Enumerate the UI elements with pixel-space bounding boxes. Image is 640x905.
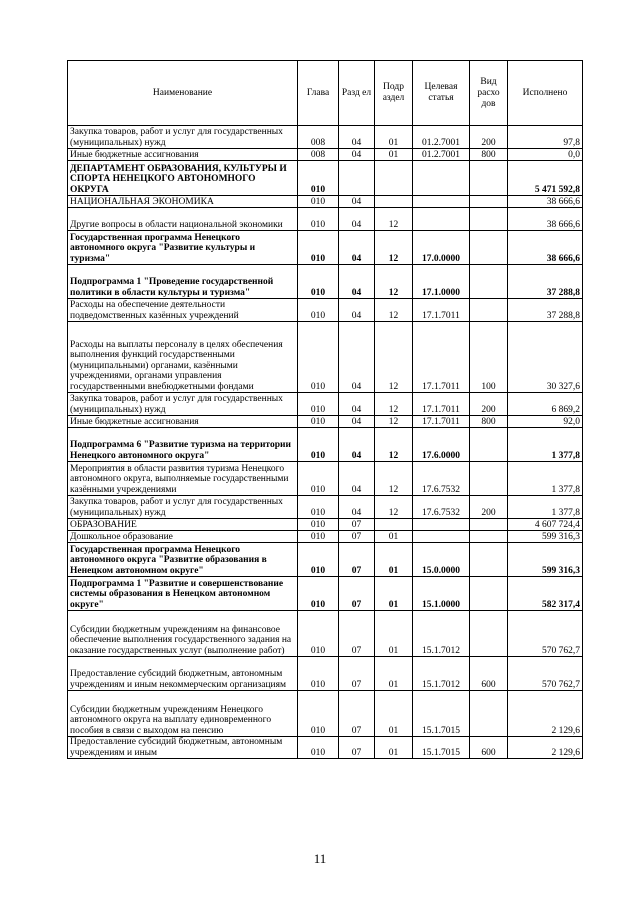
budget-table [67, 60, 583, 759]
cell-razdel: 07 [339, 519, 375, 531]
cell-glava: 010 [298, 691, 339, 737]
cell-amount: 37 288,8 [508, 299, 583, 322]
cell-glava: 010 [298, 519, 339, 531]
table-row [68, 416, 583, 428]
cell-podrazdel: 01 [375, 149, 413, 161]
cell-glava: 010 [298, 416, 339, 428]
cell-amount: 92,0 [508, 416, 583, 428]
cell-razdel: 04 [339, 496, 375, 519]
cell-glava: 010 [298, 577, 339, 611]
cell-glava: 008 [298, 149, 339, 161]
cell-amount: 2 129,6 [508, 737, 583, 759]
cell-name: Субсидии бюджетным учреждениям Ненецкого автономного округа на выплату единовременного пособия в связи с выходом на пенсию [68, 691, 298, 737]
cell-podrazdel [375, 196, 413, 208]
cell-target: 17.6.7532 [413, 496, 470, 519]
cell-podrazdel: 01 [375, 737, 413, 759]
cell-razdel: 07 [339, 737, 375, 759]
cell-podrazdel: 01 [375, 657, 413, 691]
page-number: 11 [313, 851, 327, 866]
table-row [68, 231, 583, 265]
table-row [68, 519, 583, 531]
cell-name: Государственная программа Ненецкого автономного округа "Развитие образования в Ненецком автономном округе" [68, 543, 298, 577]
table-row [68, 691, 583, 737]
cell-vid [470, 462, 508, 496]
cell-target: 17.0.0000 [413, 231, 470, 265]
cell-glava: 010 [298, 393, 339, 416]
cell-target: 15.1.7012 [413, 657, 470, 691]
header-target: Целевая статья [413, 61, 470, 126]
cell-name: Закупка товаров, работ и услуг для государственных (муниципальных) нужд [68, 126, 298, 149]
table-row [68, 196, 583, 208]
cell-target: 15.1.0000 [413, 577, 470, 611]
header-amount: Исполнено [508, 61, 583, 126]
cell-vid: 800 [470, 149, 508, 161]
cell-glava: 010 [298, 161, 339, 196]
cell-amount: 37 288,8 [508, 265, 583, 299]
cell-podrazdel: 12 [375, 208, 413, 231]
cell-name: Расходы на обеспечение деятельности подведомственных казённых учреждений [68, 299, 298, 322]
table-row [68, 611, 583, 657]
cell-name: Предоставление субсидий бюджетным, автономным учреждениям и иным некоммерческим организациям [68, 657, 298, 691]
cell-podrazdel: 01 [375, 577, 413, 611]
cell-vid: 100 [470, 322, 508, 393]
table-row [68, 322, 583, 393]
cell-target: 01.2.7001 [413, 126, 470, 149]
cell-glava: 010 [298, 231, 339, 265]
header-name: Наименование [68, 61, 298, 126]
table-row [68, 126, 583, 149]
cell-vid [470, 611, 508, 657]
cell-amount: 599 316,3 [508, 543, 583, 577]
cell-glava: 010 [298, 428, 339, 462]
cell-amount: 582 317,4 [508, 577, 583, 611]
cell-glava: 010 [298, 543, 339, 577]
cell-name: ДЕПАРТАМЕНТ ОБРАЗОВАНИЯ, КУЛЬТУРЫ И СПОРТА НЕНЕЦКОГО АВТОНОМНОГО ОКРУГА [68, 161, 298, 196]
cell-razdel: 04 [339, 393, 375, 416]
cell-vid [470, 196, 508, 208]
cell-podrazdel: 12 [375, 462, 413, 496]
table-row [68, 543, 583, 577]
cell-amount: 1 377,8 [508, 428, 583, 462]
header-glava: Глава [298, 61, 339, 126]
cell-podrazdel: 12 [375, 496, 413, 519]
header-razdel: Разд ел [339, 61, 375, 126]
cell-razdel: 07 [339, 543, 375, 577]
cell-name: Иные бюджетные ассигнования [68, 416, 298, 428]
table-row [68, 149, 583, 161]
cell-glava: 010 [298, 208, 339, 231]
cell-podrazdel: 12 [375, 231, 413, 265]
cell-vid [470, 519, 508, 531]
cell-amount: 1 377,8 [508, 462, 583, 496]
cell-target: 17.1.7011 [413, 299, 470, 322]
header-podrazdel: Подр аздел [375, 61, 413, 126]
cell-amount: 1 377,8 [508, 496, 583, 519]
cell-glava: 010 [298, 657, 339, 691]
cell-target [413, 519, 470, 531]
cell-vid [470, 265, 508, 299]
cell-amount: 38 666,6 [508, 196, 583, 208]
cell-glava: 010 [298, 265, 339, 299]
cell-razdel: 07 [339, 611, 375, 657]
cell-target: 17.1.7011 [413, 322, 470, 393]
cell-glava: 010 [298, 496, 339, 519]
cell-glava: 010 [298, 196, 339, 208]
cell-target: 17.1.7011 [413, 393, 470, 416]
cell-razdel: 07 [339, 657, 375, 691]
cell-vid [470, 428, 508, 462]
cell-glava: 008 [298, 126, 339, 149]
cell-amount: 2 129,6 [508, 691, 583, 737]
table-row [68, 496, 583, 519]
cell-glava: 010 [298, 611, 339, 657]
cell-amount: 6 869,2 [508, 393, 583, 416]
cell-vid [470, 543, 508, 577]
cell-name: Закупка товаров, работ и услуг для государственных (муниципальных) нужд [68, 393, 298, 416]
cell-vid: 600 [470, 737, 508, 759]
cell-razdel: 04 [339, 265, 375, 299]
cell-amount: 38 666,6 [508, 208, 583, 231]
cell-amount: 30 327,6 [508, 322, 583, 393]
cell-podrazdel [375, 161, 413, 196]
cell-podrazdel: 12 [375, 322, 413, 393]
cell-razdel: 04 [339, 299, 375, 322]
cell-razdel: 04 [339, 428, 375, 462]
cell-razdel: 04 [339, 462, 375, 496]
cell-name: Иные бюджетные ассигнования [68, 149, 298, 161]
cell-podrazdel: 12 [375, 265, 413, 299]
table-row [68, 577, 583, 611]
cell-razdel: 07 [339, 531, 375, 543]
cell-target [413, 208, 470, 231]
cell-target: 15.0.0000 [413, 543, 470, 577]
cell-target: 15.1.7012 [413, 611, 470, 657]
cell-podrazdel: 12 [375, 416, 413, 428]
cell-target: 17.1.7011 [413, 416, 470, 428]
cell-target [413, 531, 470, 543]
table-row [68, 737, 583, 759]
cell-amount: 570 762,7 [508, 657, 583, 691]
cell-name: НАЦИОНАЛЬНАЯ ЭКОНОМИКА [68, 196, 298, 208]
cell-vid [470, 208, 508, 231]
table-header-row [68, 61, 583, 126]
cell-vid [470, 577, 508, 611]
cell-podrazdel: 01 [375, 691, 413, 737]
cell-glava: 010 [298, 322, 339, 393]
table-row [68, 299, 583, 322]
cell-razdel: 04 [339, 231, 375, 265]
cell-amount: 570 762,7 [508, 611, 583, 657]
cell-razdel: 04 [339, 196, 375, 208]
cell-razdel: 04 [339, 322, 375, 393]
cell-name: Подпрограмма 1 "Развитие и совершенствование системы образования в Ненецком автономном округе" [68, 577, 298, 611]
cell-amount: 0,0 [508, 149, 583, 161]
cell-name: Другие вопросы в области национальной экономики [68, 208, 298, 231]
cell-glava: 010 [298, 737, 339, 759]
cell-podrazdel: 01 [375, 543, 413, 577]
cell-glava: 010 [298, 299, 339, 322]
cell-amount: 599 316,3 [508, 531, 583, 543]
cell-target [413, 161, 470, 196]
cell-podrazdel: 01 [375, 126, 413, 149]
cell-amount: 4 607 724,4 [508, 519, 583, 531]
table-row [68, 657, 583, 691]
cell-razdel: 04 [339, 416, 375, 428]
cell-name: Закупка товаров, работ и услуг для государственных (муниципальных) нужд [68, 496, 298, 519]
cell-name: Предоставление субсидий бюджетным, автономным учреждениям и иным [68, 737, 298, 759]
cell-vid [470, 231, 508, 265]
cell-podrazdel: 12 [375, 428, 413, 462]
cell-razdel: 04 [339, 208, 375, 231]
cell-target: 17.6.7532 [413, 462, 470, 496]
table-row [68, 462, 583, 496]
cell-amount: 97,8 [508, 126, 583, 149]
cell-amount: 5 471 592,8 [508, 161, 583, 196]
cell-target: 01.2.7001 [413, 149, 470, 161]
cell-name: Субсидии бюджетным учреждениям на финансовое обеспечение выполнения государственного задания на оказание государственных услуг (выполнение работ) [68, 611, 298, 657]
cell-vid: 800 [470, 416, 508, 428]
cell-vid [470, 691, 508, 737]
table-row [68, 428, 583, 462]
cell-glava: 010 [298, 462, 339, 496]
table-row [68, 161, 583, 196]
cell-target: 17.6.0000 [413, 428, 470, 462]
cell-name: Дошкольное образование [68, 531, 298, 543]
cell-name: Подпрограмма 6 "Развитие туризма на территории Ненецкого автономного округа" [68, 428, 298, 462]
cell-glava: 010 [298, 531, 339, 543]
table-body [68, 126, 583, 759]
table-row [68, 393, 583, 416]
cell-vid [470, 161, 508, 196]
cell-target: 17.1.0000 [413, 265, 470, 299]
cell-podrazdel [375, 519, 413, 531]
cell-name: Расходы на выплаты персоналу в целях обеспечения выполнения функций государственными (муниципальными) органами, казёнными учреждениями, органами управления государственными внебюджетными фондами [68, 322, 298, 393]
cell-name: Подпрограмма 1 "Проведение государственной политики в области культуры и туризма" [68, 265, 298, 299]
cell-vid: 200 [470, 496, 508, 519]
cell-vid: 200 [470, 126, 508, 149]
table-row [68, 531, 583, 543]
table-row [68, 265, 583, 299]
cell-razdel: 07 [339, 691, 375, 737]
cell-target: 15.1.7015 [413, 737, 470, 759]
cell-target: 15.1.7015 [413, 691, 470, 737]
cell-razdel: 04 [339, 149, 375, 161]
cell-name: Государственная программа Ненецкого автономного округа "Развитие культуры и туризма" [68, 231, 298, 265]
cell-target [413, 196, 470, 208]
cell-vid: 200 [470, 393, 508, 416]
cell-podrazdel: 12 [375, 299, 413, 322]
cell-vid [470, 299, 508, 322]
cell-podrazdel: 01 [375, 531, 413, 543]
cell-razdel: 07 [339, 577, 375, 611]
cell-vid: 600 [470, 657, 508, 691]
cell-name: ОБРАЗОВАНИЕ [68, 519, 298, 531]
cell-vid [470, 531, 508, 543]
table-row [68, 208, 583, 231]
cell-podrazdel: 01 [375, 611, 413, 657]
cell-razdel [339, 161, 375, 196]
cell-razdel: 04 [339, 126, 375, 149]
cell-podrazdel: 12 [375, 393, 413, 416]
header-vid: Вид расхо дов [470, 61, 508, 126]
cell-name: Мероприятия в области развития туризма Ненецкого автономного округа, выполняемые государственными казёнными учреждениями [68, 462, 298, 496]
cell-amount: 38 666,6 [508, 231, 583, 265]
